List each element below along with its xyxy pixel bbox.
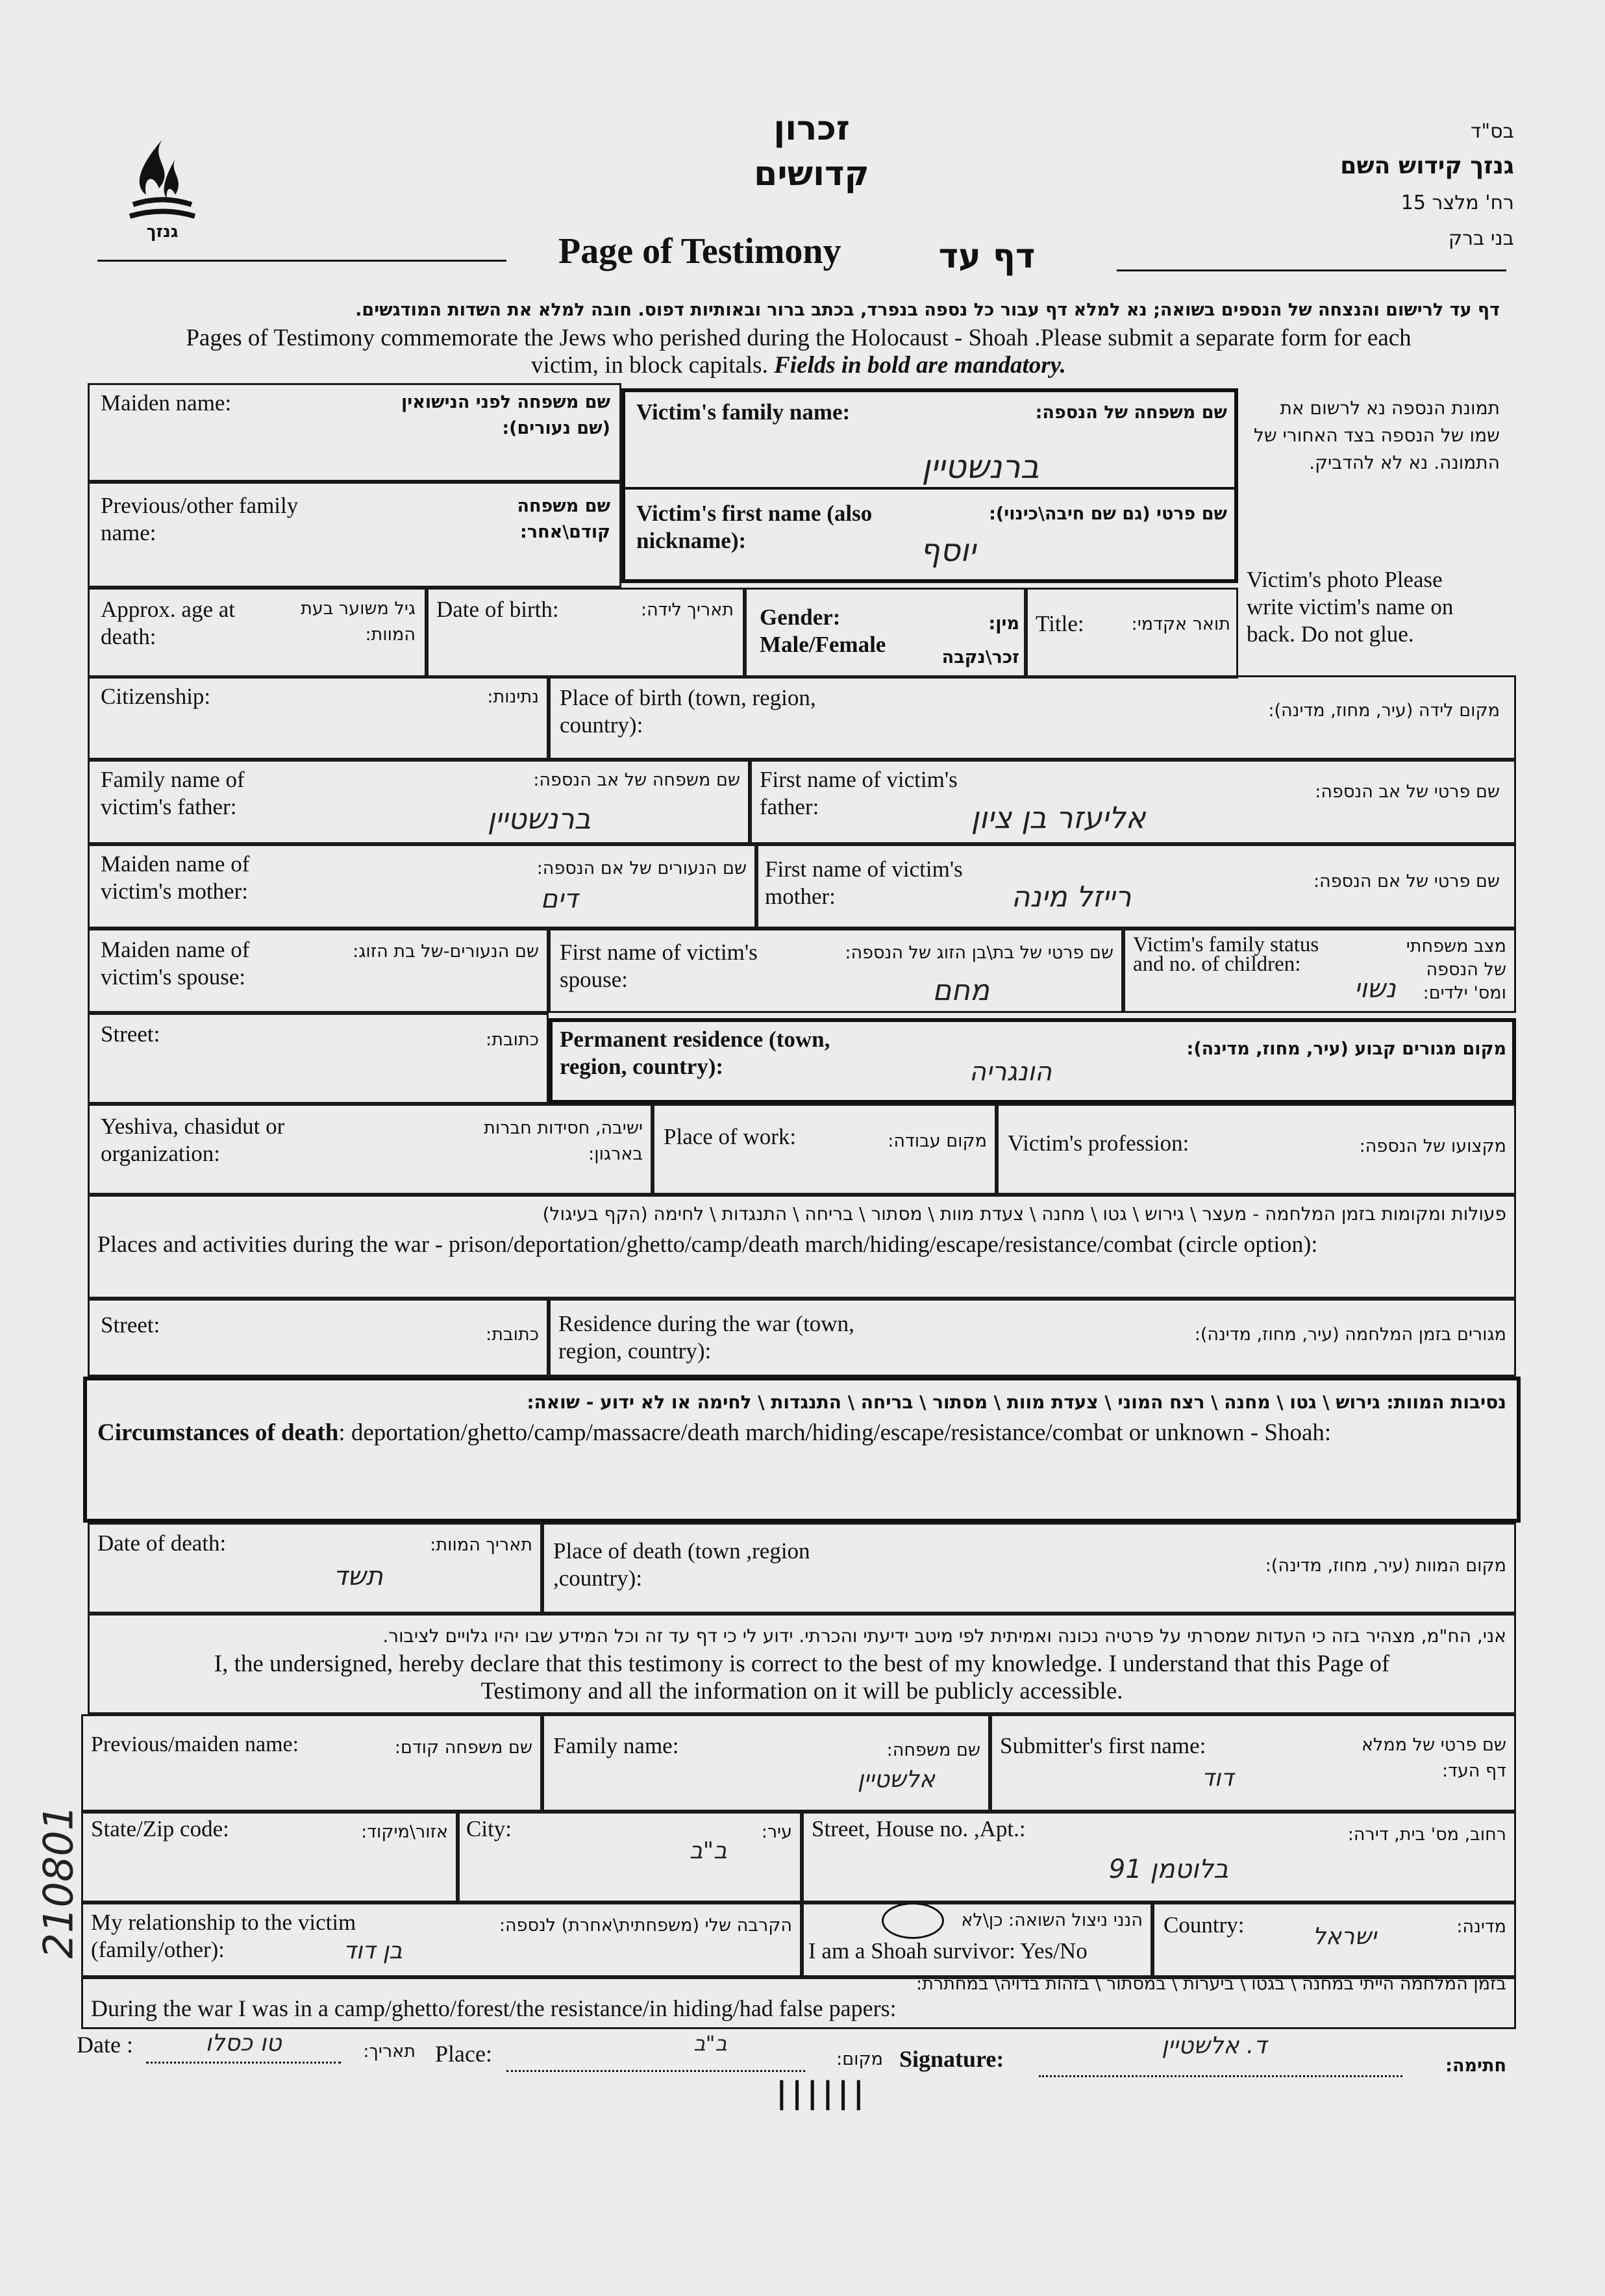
place-value[interactable]: ב"ב xyxy=(693,2031,727,2056)
work-he: מקום עבודה: xyxy=(888,1131,987,1151)
title-he-2: קדושים xyxy=(754,155,869,193)
first-name-he: שם פרטי (גם שם חיבה\כינוי): xyxy=(989,504,1227,524)
work-en: Place of work: xyxy=(664,1124,797,1149)
date-line xyxy=(146,2062,341,2064)
pob-he: מקום לידה (עיר, מחוז, מדינה): xyxy=(1268,701,1500,721)
war-street-he: כתובת: xyxy=(486,1325,539,1345)
prev-name-en: Previous/other family name: xyxy=(101,493,299,545)
page-title-he: דף עד xyxy=(938,237,1036,276)
sub-survivor-he: הנני ניצול השואה: כן\לא xyxy=(961,1910,1143,1930)
dob-en: Date of birth: xyxy=(436,597,559,622)
sub-relation-value[interactable]: בן דוד xyxy=(343,1938,403,1964)
signature-en: Signature: xyxy=(899,2046,1004,2072)
citizenship-he: נתינות: xyxy=(487,687,539,707)
father-first-en: First name of victim's father: xyxy=(760,767,958,819)
sub-family-value[interactable]: אלשטיין xyxy=(857,1766,935,1793)
header-rule-right xyxy=(1117,269,1506,271)
survivor-no-circle xyxy=(882,1903,944,1939)
signature-value[interactable]: ד. אלשטיין xyxy=(1162,2032,1267,2059)
sub-street-en: Street, House no. ,Apt.: xyxy=(812,1816,1026,1841)
death-circ-en-wrap xyxy=(97,1419,1513,1447)
sub-city-value[interactable]: ב"ב xyxy=(689,1838,727,1864)
activities-he: פעולות ומקומות בזמן המלחמה - מעצר \ גירוש \ גטו \ מחנה \ צעדת מוות \ מסתור \ בריחה \ התנגדות \ לחימה (הקף בעיגול) xyxy=(542,1203,1506,1225)
sub-prev-he: שם משפחה קודם: xyxy=(394,1738,532,1758)
activities-en: Places and activities during the war - prison/deportation/ghetto/camp/death march/hiding/escape/resistance/combat (circle option): xyxy=(97,1231,1318,1257)
sub-city-he: עיר: xyxy=(761,1822,792,1842)
maiden-name-he: שם משפחה לפני הנישואין (שם נעורים): xyxy=(401,392,610,438)
death-circ-en-bold: Circumstances of death xyxy=(97,1419,339,1446)
intro-en-bold: Fields in bold are mandatory. xyxy=(774,352,1066,379)
declaration-he: אני, הח"מ, מצהיר בזה כי העדות שמסרתי על פרטיה נכונה ואמיתית לפי מיטב ידיעתי והכרתי. ידוע לי כי דף עד זה וכל המידע שבו יהיו גלויים לציבור. xyxy=(382,1625,1506,1647)
sub-street-value[interactable]: בלוטמן 91 xyxy=(1108,1854,1229,1884)
victim-name-divider xyxy=(621,487,1238,490)
family-status-en: Victim's family status and no. of children: xyxy=(1133,933,1319,976)
dod-en: Date of death: xyxy=(97,1530,227,1556)
header-rule-left xyxy=(97,260,506,262)
street-he: כתובת: xyxy=(486,1030,539,1050)
sub-zip-en: State/Zip code: xyxy=(91,1816,229,1841)
org-logo xyxy=(114,133,211,243)
first-name-value[interactable]: יוסף xyxy=(920,532,976,569)
first-name-en[interactable]: Victim's first name (also nickname): xyxy=(636,501,873,553)
sub-family-he: שם משפחה: xyxy=(886,1740,980,1760)
profession-he: מקצועו של הנספה: xyxy=(1359,1136,1506,1156)
mother-first-en: First name of victim's mother: xyxy=(765,856,963,909)
sub-country-en: Country: xyxy=(1163,1912,1245,1938)
sub-street-he: רחוב, מס' בית, דירה: xyxy=(1347,1825,1506,1845)
sub-zip-he: אזור\מיקוד: xyxy=(361,1822,448,1842)
sub-first-en: Submitter's first name: xyxy=(1000,1733,1206,1758)
bottom-code: |||||| xyxy=(773,2075,865,2110)
residence-en[interactable]: Permanent residence (town, region, country): xyxy=(560,1027,830,1079)
age-he: גיל משוער בעת המוות: xyxy=(301,599,416,645)
dod-value[interactable]: תשד xyxy=(333,1562,383,1591)
pod-en: Place of death (town ,region ,country): xyxy=(553,1538,810,1591)
intro-he: דף עד לרישום והנצחה של הנספים בשואה; נא למלא דף עבור כל נספה בנפרד, בכתב ברור ובאותיות דפוס. חובה למלא את השדות המודגשים. xyxy=(355,300,1500,320)
sub-prev-en: Previous/maiden name: xyxy=(91,1732,299,1756)
intro-en-1: Pages of Testimony commemorate the Jews who perished during the Holocaust - Shoah .Please submit a separate form for each xyxy=(186,325,1412,351)
father-family-he: שם משפחה של אב הנספה: xyxy=(533,770,740,790)
sub-survivor-en: I am a Shoah survivor: Yes/No xyxy=(808,1938,1088,1964)
sub-country-value[interactable]: ישראל xyxy=(1312,1923,1376,1950)
family-name-value[interactable]: ברנשטיין xyxy=(921,448,1039,486)
title-he: תואר אקדמי: xyxy=(1131,614,1230,634)
residence-he: מקום מגורים קבוע (עיר, מחוז, מדינה): xyxy=(1186,1039,1506,1059)
father-first-he: שם פרטי של אב הנספה: xyxy=(1315,782,1500,802)
gender-he: מין: זכר\נקבה xyxy=(941,614,1019,668)
org-street: רח' מלצר 15 xyxy=(1400,192,1514,214)
maiden-name-en: Maiden name: xyxy=(101,390,232,416)
org-name: גנזך קידוש השם xyxy=(1340,153,1514,179)
family-status-he: מצב משפחתי של הנספה ומס' ילדים: xyxy=(1406,936,1506,1003)
yeshiva-en: Yeshiva, chasidut or organization: xyxy=(101,1114,285,1166)
row-sub-prev xyxy=(81,1714,542,1812)
death-circ-en: : deportation/ghetto/camp/massacre/death march/hiding/escape/resistance/combat or unknown - Shoah: xyxy=(338,1419,1332,1446)
sub-war-en: During the war I was in a camp/ghetto/forest/the resistance/in hiding/had false papers: xyxy=(91,1995,897,2021)
father-family-en: Family name of victim's father: xyxy=(101,767,245,819)
dod-he: תאריך המוות: xyxy=(430,1535,532,1555)
page-title-en: Page of Testimony xyxy=(558,231,841,271)
place-he: מקום: xyxy=(836,2049,883,2069)
side-number: 210801 xyxy=(34,1804,82,1959)
dob-he: תאריך לידה: xyxy=(640,600,734,620)
sub-first-he: שם פרטי של ממלא דף העד: xyxy=(1362,1735,1506,1781)
pob-en: Place of birth (town, region, country): xyxy=(560,685,816,738)
residence-value[interactable]: הונגריה xyxy=(969,1057,1052,1087)
title-he-1: זכרון xyxy=(773,109,850,148)
death-circ-he: נסיבות המוות: גירוש \ גטו \ מחנה \ רצח המוני \ צעדת מוות \ מסתור \ בריחה \ התנגדות \ לחימה או לא ידוע - שואה: xyxy=(527,1391,1506,1413)
sub-family-en: Family name: xyxy=(553,1733,679,1758)
photo-he: תמונת הנספה נא לרשום את שמו של הנספה בצד האחורי של התמונה. נא לא להדביק. xyxy=(1253,397,1500,473)
spouse-maiden-en: Maiden name of victim's spouse: xyxy=(101,937,250,990)
signature-line xyxy=(1039,2075,1402,2077)
spouse-maiden-he: שם הנעורים-של בת הזוג: xyxy=(353,942,539,962)
sub-war-he: בזמן המלחמה הייתי במחנה \ בגטו \ ביערות \ במסתור \ בזהות בדויה\ במחתרת: xyxy=(916,1974,1506,1994)
bsd-label: בס"ד xyxy=(1471,120,1514,143)
family-name-he: שם משפחה של הנספה: xyxy=(1035,403,1227,423)
date-en: Date : xyxy=(77,2032,133,2058)
war-residence-en: Residence during the war (town, region, country): xyxy=(558,1311,854,1364)
family-name-en[interactable]: Victim's family name: xyxy=(636,399,851,425)
gender-en[interactable]: Gender: Male/Female xyxy=(760,605,886,657)
spouse-first-en: First name of victim's spouse: xyxy=(560,940,758,992)
svg-text:גנזך: גנזך xyxy=(146,222,179,242)
war-street-en: Street: xyxy=(101,1312,160,1338)
father-first-value[interactable]: אליעזר בן ציון xyxy=(971,800,1146,835)
prev-name-he: שם משפחה קודם\אחר: xyxy=(517,496,610,542)
signature-he: חתימה: xyxy=(1445,2056,1506,2076)
yeshiva-he: ישיבה, חסידות חברות בארגון: xyxy=(484,1118,643,1164)
date-value[interactable]: טו כסלו xyxy=(205,2030,282,2056)
citizenship-en: Citizenship: xyxy=(101,684,211,709)
declaration-en-2: Testimony and all the information on it will be publicly accessible. xyxy=(480,1678,1123,1704)
declaration-en-1: I, the undersigned, hereby declare that this testimony is correct to the best of my knowledge. I understand that this Page of xyxy=(214,1651,1390,1677)
family-status-value[interactable]: נשוי xyxy=(1354,974,1396,1004)
spouse-first-he: שם פרטי של בת\בן הזוג של הנספה: xyxy=(845,943,1114,963)
mother-maiden-value[interactable]: דים xyxy=(540,884,578,914)
mother-first-value[interactable]: רייזל מינה xyxy=(1011,880,1132,914)
intro-en-2: victim, in block capitals. xyxy=(531,352,768,379)
org-city: בני ברק xyxy=(1448,227,1514,250)
date-he: תאריך: xyxy=(363,2041,416,2062)
sub-relation-en: My relationship to the victim (family/other): xyxy=(91,1910,356,1962)
mother-maiden-he: שם הנעורים של אם הנספה: xyxy=(536,858,747,879)
sub-city-en: City: xyxy=(466,1816,512,1841)
profession-en: Victim's profession: xyxy=(1008,1130,1189,1156)
intro-en-2-wrap xyxy=(91,352,1506,379)
sub-relation-he: הקרבה שלי (משפחתית\אחרת) לנספה: xyxy=(499,1915,792,1936)
photo-en: Victim's photo Please write victim's name on back. Do not glue. xyxy=(1247,567,1454,647)
spouse-first-value[interactable]: מחם xyxy=(932,974,989,1007)
place-line xyxy=(506,2070,805,2072)
sub-first-value[interactable]: דוד xyxy=(1201,1765,1234,1791)
mother-first-he: שם פרטי של אם הנספה: xyxy=(1313,871,1500,892)
place-en: Place: xyxy=(435,2041,492,2067)
street-en: Street: xyxy=(101,1021,160,1047)
title-en: Title: xyxy=(1036,611,1084,636)
age-en: Approx. age at death: xyxy=(101,597,236,649)
father-family-value[interactable]: ברנשטיין xyxy=(487,803,591,836)
pod-he: מקום המוות (עיר, מחוז, מדינה): xyxy=(1265,1556,1506,1576)
sub-country-he: מדינה: xyxy=(1456,1917,1506,1937)
war-residence-he: מגורים בזמן המלחמה (עיר, מחוז, מדינה): xyxy=(1194,1325,1506,1345)
mother-maiden-en: Maiden name of victim's mother: xyxy=(101,851,250,904)
